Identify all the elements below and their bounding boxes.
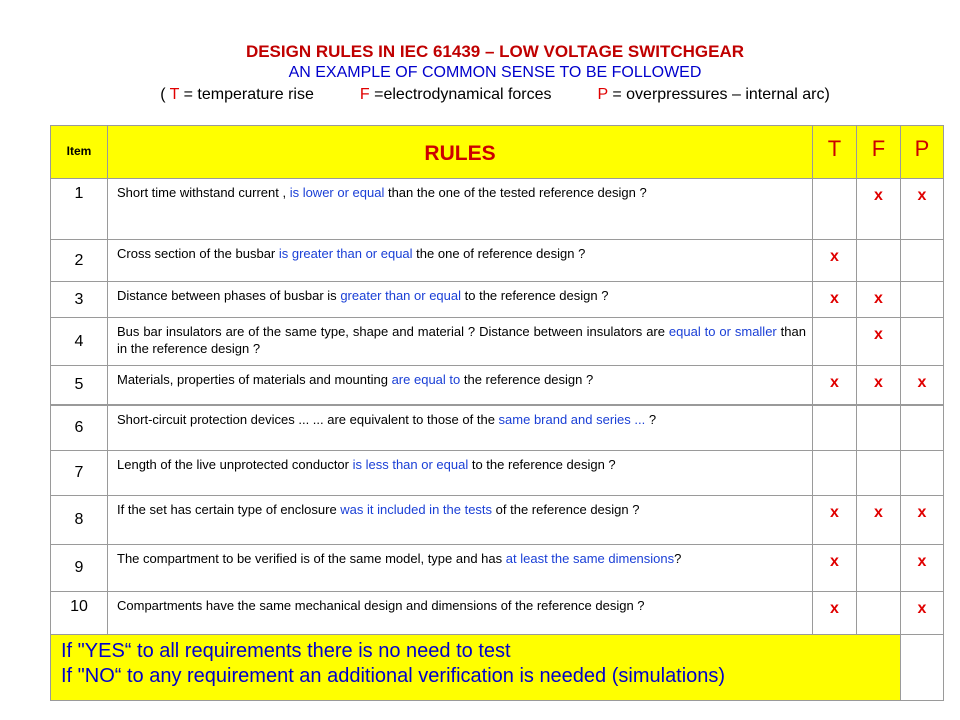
t-mark: x xyxy=(813,545,857,592)
legend-open: ( xyxy=(160,86,170,103)
rules-column-header: RULES xyxy=(108,126,813,179)
rule-text-highlight: is less than or equal xyxy=(352,457,469,472)
legend-p-key: P xyxy=(597,86,608,103)
f-mark xyxy=(857,406,901,451)
page-subtitle: AN EXAMPLE OF COMMON SENSE TO BE FOLLOWED xyxy=(288,64,702,81)
f-mark xyxy=(857,592,901,635)
rule-text-highlight: are equal to xyxy=(391,372,461,387)
conclusion-no: If "NO“ to any requirement an additional verification is needed (simulations) xyxy=(61,665,726,687)
rule-text-plain-end: than in the reference design ? xyxy=(117,324,806,356)
f-mark xyxy=(857,240,901,282)
table-header-row xyxy=(51,126,944,179)
rule-text-plain-end: than the one of the tested reference design ? xyxy=(384,185,647,200)
item-number: 3 xyxy=(51,282,108,318)
f-mark: x xyxy=(857,366,901,405)
rule-text xyxy=(108,240,813,282)
item-number: 2 xyxy=(51,240,108,282)
p-column-header: P xyxy=(901,126,944,179)
rule-text-plain-end: the one of reference design ? xyxy=(412,246,586,261)
rule-text xyxy=(108,496,813,545)
t-mark xyxy=(813,179,857,240)
rule-text-plain: Length of the live unprotected conductor xyxy=(117,457,353,472)
rule-text-plain-end: to the reference design ? xyxy=(461,288,609,303)
table-row xyxy=(51,240,944,282)
item-number: 4 xyxy=(51,318,108,366)
rule-text-highlight: is lower or equal xyxy=(289,185,385,200)
p-mark xyxy=(901,451,944,496)
rule-text-plain: Bus bar insulators are of the same type, shape and material ? Distance between insulators are xyxy=(117,324,669,339)
rule-text-plain: If the set has certain type of enclosure xyxy=(117,502,341,517)
table-row xyxy=(51,366,944,405)
table-row xyxy=(51,282,944,318)
item-number: 5 xyxy=(51,366,108,405)
rule-text xyxy=(108,451,813,496)
item-number: 1 xyxy=(51,179,108,240)
legend-t-key: T xyxy=(169,86,180,103)
t-mark: x xyxy=(813,282,857,318)
rule-text-plain-end: of the reference design ? xyxy=(492,502,640,517)
table-row xyxy=(51,592,944,635)
rule-text xyxy=(108,282,813,318)
legend-t-text: = temperature rise xyxy=(179,86,314,103)
p-mark xyxy=(901,282,944,318)
conclusion-box xyxy=(51,635,901,701)
rule-text-highlight: same brand and series ... xyxy=(498,412,646,427)
rule-text-highlight: equal to or smaller xyxy=(668,324,777,339)
rule-text xyxy=(108,179,813,240)
t-mark: x xyxy=(813,592,857,635)
f-mark xyxy=(857,545,901,592)
rule-text-plain: Cross section of the busbar xyxy=(117,246,279,261)
rule-text-plain: Short time withstand current , xyxy=(117,185,290,200)
rule-text-plain: Short-circuit protection devices ... ... are equivalent to those of the xyxy=(117,412,499,427)
item-number: 9 xyxy=(51,545,108,592)
t-mark: x xyxy=(813,240,857,282)
legend xyxy=(0,86,960,104)
rule-text-highlight: greater than or equal xyxy=(340,288,462,303)
rule-text xyxy=(108,366,813,405)
rule-text-plain: Distance between phases of busbar is xyxy=(117,288,341,303)
f-mark: x xyxy=(857,496,901,545)
item-column-header: Item xyxy=(51,126,108,179)
item-number: 8 xyxy=(51,496,108,545)
rules-table-top xyxy=(50,125,944,405)
page-title: DESIGN RULES IN IEC 61439 – LOW VOLTAGE SWITCHGEAR xyxy=(245,42,745,61)
footer-blank-cell xyxy=(901,635,944,701)
rules-table-bottom xyxy=(50,405,944,701)
rule-text-plain: Compartments have the same mechanical design and dimensions of the reference design ? xyxy=(117,598,645,613)
f-mark: x xyxy=(857,282,901,318)
item-number: 10 xyxy=(51,592,108,635)
rule-text-highlight: is greater than or equal xyxy=(278,246,413,261)
rule-text xyxy=(108,318,813,366)
rule-text-plain-end: ? xyxy=(645,412,657,427)
t-mark xyxy=(813,451,857,496)
rule-text-plain-end: ? xyxy=(674,551,682,566)
p-mark xyxy=(901,318,944,366)
p-mark xyxy=(901,406,944,451)
rule-text-highlight: at least the same dimensions xyxy=(505,551,675,566)
rule-text xyxy=(108,406,813,451)
table-row xyxy=(51,179,944,240)
rule-text-plain-end: to the reference design ? xyxy=(468,457,616,472)
t-mark xyxy=(813,406,857,451)
table-row xyxy=(51,451,944,496)
table-row xyxy=(51,406,944,451)
footer-row xyxy=(51,635,944,701)
f-column-header: F xyxy=(857,126,901,179)
p-mark: x xyxy=(901,366,944,405)
rule-text xyxy=(108,592,813,635)
legend-f-text: =electrodynamical forces xyxy=(369,86,552,103)
table-row xyxy=(51,496,944,545)
p-mark: x xyxy=(901,592,944,635)
item-number: 6 xyxy=(51,406,108,451)
legend-p-text: = overpressures – internal arc) xyxy=(607,86,830,103)
t-mark: x xyxy=(813,496,857,545)
f-mark: x xyxy=(857,179,901,240)
p-mark: x xyxy=(901,545,944,592)
t-mark xyxy=(813,318,857,366)
p-mark: x xyxy=(901,496,944,545)
rule-text-plain-end: the reference design ? xyxy=(460,372,594,387)
rule-text-plain: Materials, properties of materials and mounting xyxy=(117,372,392,387)
legend-f-key: F xyxy=(359,86,370,103)
t-mark: x xyxy=(813,366,857,405)
table-row xyxy=(51,318,944,366)
item-number: 7 xyxy=(51,451,108,496)
rule-text xyxy=(108,545,813,592)
f-mark xyxy=(857,451,901,496)
conclusion-yes: If "YES“ to all requirements there is no need to test xyxy=(61,640,511,662)
f-mark: x xyxy=(857,318,901,366)
table-row xyxy=(51,545,944,592)
p-mark: x xyxy=(901,179,944,240)
rule-text-plain: The compartment to be verified is of the same model, type and has xyxy=(117,551,506,566)
t-column-header: T xyxy=(813,126,857,179)
rule-text-highlight: was it included in the tests xyxy=(340,502,493,517)
p-mark xyxy=(901,240,944,282)
